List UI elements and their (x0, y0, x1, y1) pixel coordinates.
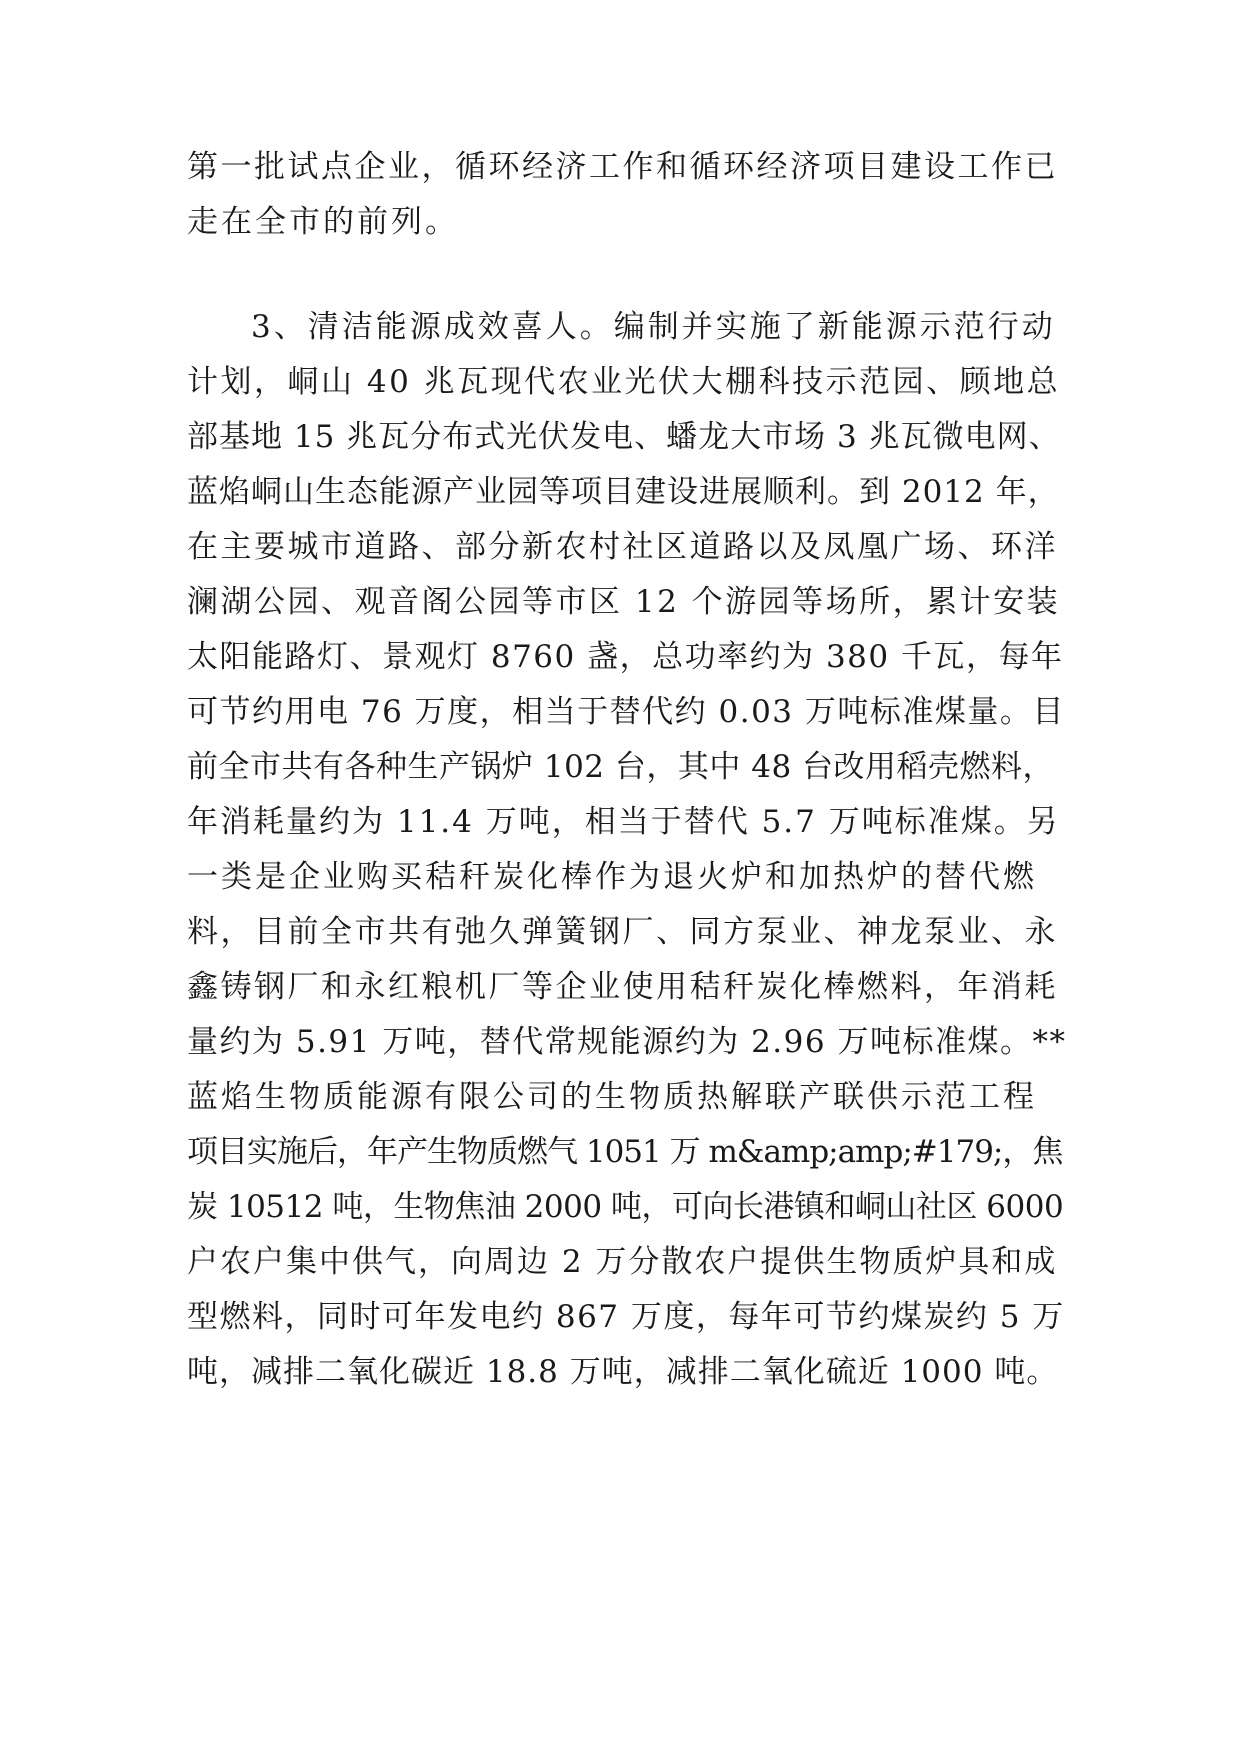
paragraph-2-line-19: 型燃料，同时可年发电约 867 万度，每年可节约煤炭约 5 万 (187, 1299, 1065, 1335)
paragraph-2-line-6: 澜湖公园、观音阁公园等市区 12 个游园等场所，累计安装 (187, 584, 1061, 620)
paragraph-2-line-11: 一类是企业购买秸秆炭化棒作为退火炉和加热炉的替代燃 (187, 859, 1037, 895)
paragraph-2-line-2: 计划，峒山 40 兆瓦现代农业光伏大棚科技示范园、顾地总 (187, 364, 1061, 400)
paragraph-2-line-1: 3、清洁能源成效喜人。编制并实施了新能源示范行动 (251, 309, 1056, 345)
paragraph-2-line-7: 太阳能路灯、景观灯 8760 盏，总功率约为 380 千瓦，每年 (187, 639, 1064, 675)
paragraph-2-line-13: 鑫铸钢厂和永红粮机厂等企业使用秸秆炭化棒燃料，年消耗 (187, 969, 1058, 1005)
paragraph-2-line-10: 年消耗量约为 11.4 万吨，相当于替代 5.7 万吨标准煤。另 (187, 804, 1060, 840)
paragraph-2-line-16: 项目实施后，年产生物质燃气 1051 万 m&amp;amp;#179;，焦 (187, 1134, 1063, 1170)
paragraph-2-line-3: 部基地 15 兆瓦分布式光伏发电、蟠龙大市场 3 兆瓦微电网、 (187, 419, 1061, 455)
paragraph-2-line-20: 吨，减排二氧化碳近 18.8 万吨，减排二氧化硫近 1000 吨。 (187, 1354, 1059, 1390)
paragraph-2-line-9: 前全市共有各种生产锅炉 102 台，其中 48 台改用稻壳燃料， (187, 749, 1055, 785)
paragraph-2-line-5: 在主要城市道路、部分新农村社区道路以及凤凰广场、环洋 (187, 529, 1058, 565)
paragraph-2-line-4: 蓝焰峒山生态能源产业园等项目建设进展顺利。到 2012 年， (187, 474, 1060, 510)
paragraph-1-line-1: 第一批试点企业，循环经济工作和循环经济项目建设工作已 (187, 149, 1058, 185)
paragraph-2-line-14: 量约为 5.91 万吨，替代常规能源约为 2.96 万吨标准煤。** (187, 1024, 1067, 1060)
paragraph-2-line-12: 料，目前全市共有弛久弹簧钢厂、同方泵业、神龙泵业、永 (187, 914, 1058, 950)
paragraph-2-line-17: 炭 10512 吨，生物焦油 2000 吨，可向长港镇和峒山社区 6000 (187, 1189, 1064, 1225)
paragraph-2-line-8: 可节约用电 76 万度，相当于替代约 0.03 万吨标准煤量。目 (187, 694, 1065, 730)
paragraph-2-line-18: 户农户集中供气，向周边 2 万分散农户提供生物质炉具和成 (187, 1244, 1058, 1280)
paragraph-2-line-15: 蓝焰生物质能源有限公司的生物质热解联产联供示范工程 (187, 1079, 1037, 1115)
paragraph-1-line-2: 走在全市的前列。 (187, 204, 459, 240)
